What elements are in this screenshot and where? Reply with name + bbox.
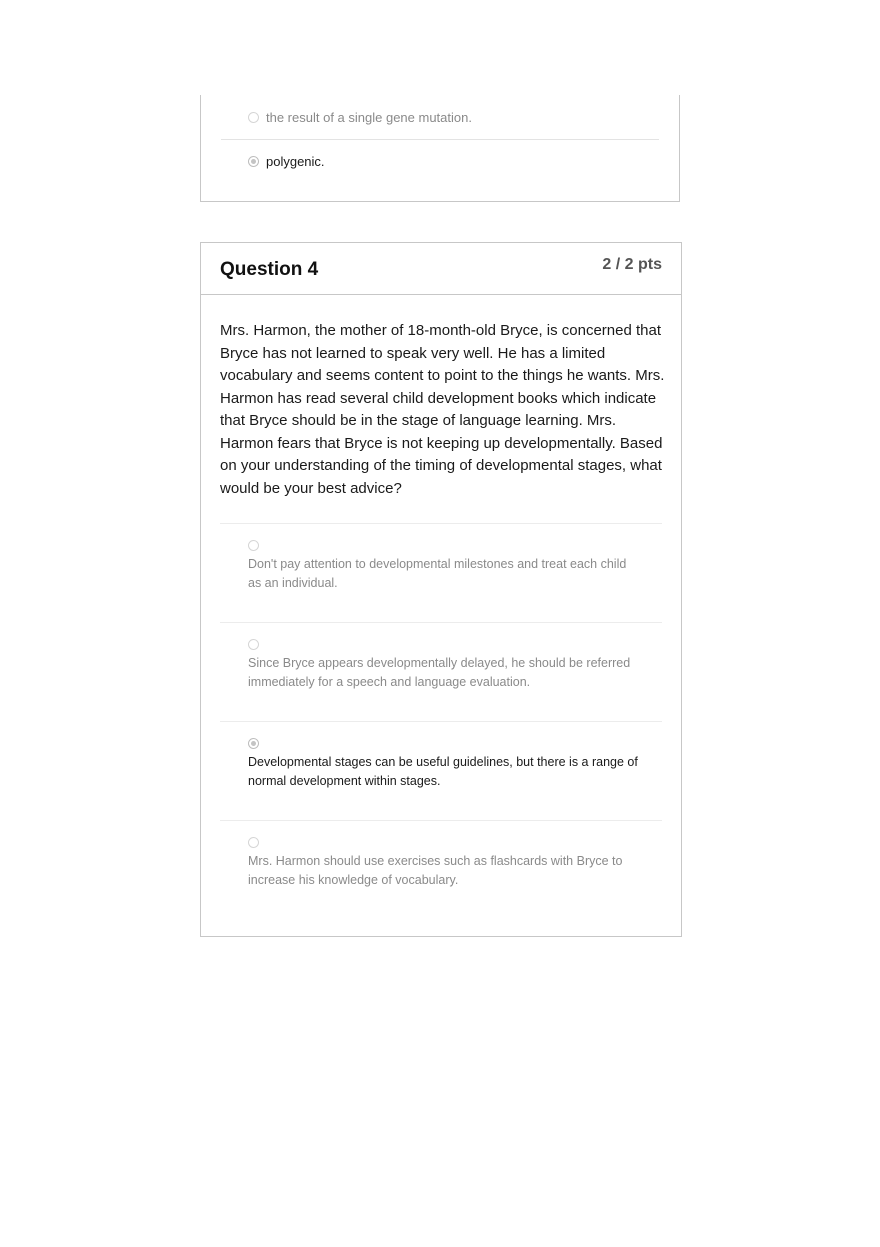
radio-unselected-icon[interactable] xyxy=(248,639,259,650)
answer-option[interactable] xyxy=(220,820,662,919)
answer-option[interactable] xyxy=(220,523,662,622)
radio-unselected-icon[interactable] xyxy=(248,112,259,123)
question-points: 2 / 2 pts xyxy=(602,256,662,273)
previous-answer-option[interactable] xyxy=(221,95,659,140)
radio-selected-icon[interactable] xyxy=(248,738,259,749)
radio-selected-icon[interactable] xyxy=(248,156,259,167)
radio-unselected-icon[interactable] xyxy=(248,837,259,848)
answer-option-selected[interactable] xyxy=(220,721,662,820)
question-title: Question 4 xyxy=(220,259,319,280)
answer-label: Since Bryce appears developmentally delayed, he should be referred immediately for a speech and language evaluation. xyxy=(248,656,631,689)
answer-label: Don't pay attention to developmental milestones and treat each child as an individual. xyxy=(248,557,627,590)
answer-option[interactable] xyxy=(220,622,662,721)
radio-unselected-icon[interactable] xyxy=(248,540,259,551)
previous-question-card xyxy=(200,95,680,202)
previous-answer-option-selected[interactable] xyxy=(221,139,659,183)
question-prompt: Mrs. Harmon, the mother of 18-month-old Bryce, is concerned that Bryce has not learned to speak very well. He has a limited vocabulary and seems content to point to the things he wants. Mrs. Harmon has read several child development books which indicate that Bryce should be in the stage of language learning. Mrs. Harmon fears that Bryce is not keeping up developmentally. Based on your understanding of the timing of developmental stages, what would be your best advice? xyxy=(220,322,665,497)
question-card xyxy=(200,242,682,937)
answer-label: Mrs. Harmon should use exercises such as flashcards with Bryce to increase his knowledge of vocabulary. xyxy=(248,854,623,887)
answer-label: the result of a single gene mutation. xyxy=(266,109,472,125)
question-header xyxy=(201,243,681,295)
answer-label: Developmental stages can be useful guidelines, but there is a range of normal development within stages. xyxy=(248,755,638,788)
answer-label: polygenic. xyxy=(266,153,325,169)
